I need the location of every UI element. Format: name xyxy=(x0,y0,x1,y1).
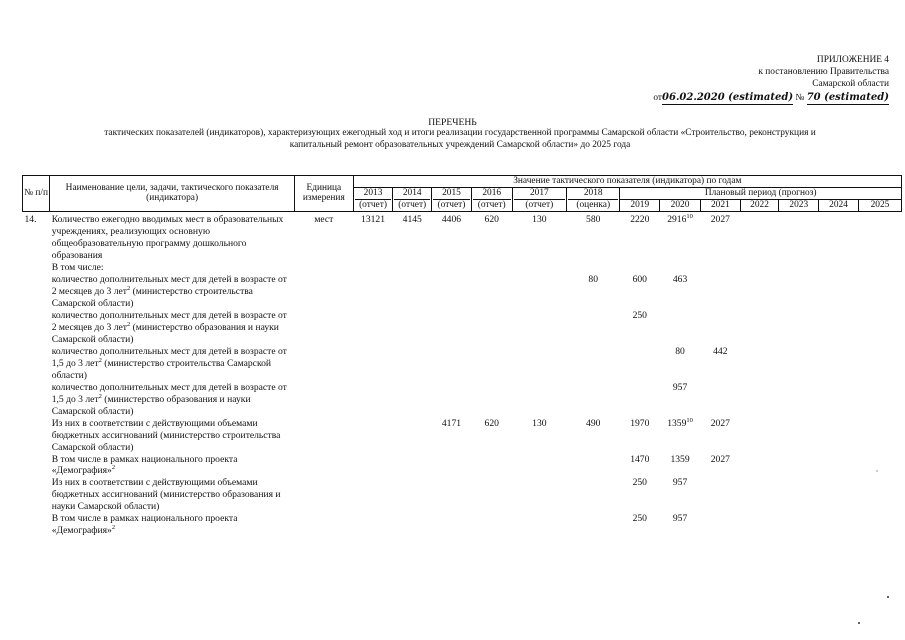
footnote-mark: 10 xyxy=(686,212,693,220)
value-2018 xyxy=(567,310,620,346)
value-2015 xyxy=(432,477,472,513)
header-year: 2025 xyxy=(858,199,901,211)
value-2025 xyxy=(858,513,901,537)
value-2018: 580 xyxy=(586,213,601,225)
scan-speck xyxy=(887,596,889,598)
value-2019: 250 xyxy=(632,309,647,321)
value-2015 xyxy=(432,346,472,382)
indicator-unit xyxy=(295,477,354,513)
value-2023 xyxy=(779,262,819,274)
indicator-unit xyxy=(295,454,354,478)
row-number xyxy=(23,418,50,454)
value-2023 xyxy=(779,310,819,346)
table-row xyxy=(23,382,902,418)
value-2014 xyxy=(393,513,432,537)
indicator-unit: мест xyxy=(314,213,334,225)
value-2021 xyxy=(700,513,740,537)
row-number xyxy=(23,382,50,418)
value-2021: 2027 xyxy=(710,417,730,429)
value-2014: 4145 xyxy=(402,213,422,225)
value-2020: 1359$^{10}$ xyxy=(667,416,693,429)
value-2014 xyxy=(393,454,432,478)
row-number xyxy=(23,262,50,274)
value-2014 xyxy=(393,310,432,346)
value-2025 xyxy=(858,477,901,513)
value-2019: 1970 xyxy=(630,417,650,429)
indicator-name: количество дополнительных мест для детей в возрасте от 2 месяцев до 3 лет$^2$ (министерство образования и науки Самарской области) xyxy=(51,309,287,345)
value-2022 xyxy=(740,310,779,346)
value-2022 xyxy=(740,211,779,261)
value-2017 xyxy=(512,346,566,382)
value-2021 xyxy=(700,274,740,310)
value-2018: 490 xyxy=(586,417,601,429)
value-2016: 620 xyxy=(484,213,499,225)
value-2021 xyxy=(700,310,740,346)
header-year: 2021 xyxy=(700,199,740,211)
value-2013 xyxy=(353,477,393,513)
table-row xyxy=(23,262,902,274)
table-row xyxy=(23,418,902,454)
table-row xyxy=(23,346,902,382)
value-2019 xyxy=(620,262,660,274)
row-number: 14. xyxy=(24,213,37,225)
header-year: 2013 (отчет) xyxy=(353,187,393,211)
value-2019: 250 xyxy=(632,477,647,489)
value-2017 xyxy=(512,262,566,274)
value-2017 xyxy=(512,310,566,346)
footnote-mark: 10 xyxy=(686,416,693,424)
value-2013 xyxy=(353,310,393,346)
value-2018 xyxy=(567,382,620,418)
value-2023 xyxy=(779,382,819,418)
value-2020: 957 xyxy=(672,477,688,489)
value-2019: 250 xyxy=(632,513,647,525)
value-2023 xyxy=(779,454,819,478)
footnote-mark: 2 xyxy=(111,464,116,472)
value-2013 xyxy=(353,513,393,537)
row-number xyxy=(23,513,50,537)
value-2018 xyxy=(567,262,620,274)
value-2021: 2027 xyxy=(710,213,730,225)
header-name: Наименование цели, задачи, тактического показателя (индикатора) xyxy=(50,176,295,212)
header-plan-group: Плановый период (прогноз) xyxy=(620,187,902,199)
value-2022 xyxy=(740,477,779,513)
footnote-mark: 2 xyxy=(126,284,131,292)
row-number xyxy=(23,454,50,478)
value-2020: 2916$^{10}$ xyxy=(667,212,693,225)
header-year: 2016 (отчет) xyxy=(471,187,512,211)
value-2021: 2027 xyxy=(710,453,730,465)
value-2022 xyxy=(740,454,779,478)
value-2013 xyxy=(353,346,393,382)
value-2020 xyxy=(660,310,701,346)
value-2020: 957 xyxy=(672,381,688,393)
value-2013 xyxy=(353,418,393,454)
value-2024 xyxy=(819,310,859,346)
value-2022 xyxy=(740,382,779,418)
value-2022 xyxy=(740,418,779,454)
table-body xyxy=(23,211,902,537)
row-number xyxy=(23,346,50,382)
value-2018 xyxy=(567,346,620,382)
value-2019: 2220 xyxy=(630,213,650,225)
scan-speck xyxy=(876,470,878,472)
subtitle-line1: тактических показателей (индикаторов), характеризующих ежегодный ход и итоги реализации государственной программы Самарской области «Строительство, реконструкция и xyxy=(104,128,816,138)
value-2020: 1359 xyxy=(670,453,690,465)
header-year: 2015 (отчет) xyxy=(432,187,472,211)
value-2018 xyxy=(567,513,620,537)
header-year: 2023 xyxy=(779,199,819,211)
value-2013 xyxy=(353,262,393,274)
value-2015 xyxy=(432,382,472,418)
value-2016 xyxy=(471,274,512,310)
value-2013 xyxy=(353,454,393,478)
indicator-name: В том числе в рамках национального проекта «Демография»$^2$ xyxy=(51,513,238,537)
value-2023 xyxy=(779,211,819,261)
table-row xyxy=(23,477,902,513)
indicator-name: количество дополнительных мест для детей в возрасте от 1,5 до 3 лет$^2$ (министерство строительства Самарской области) xyxy=(51,345,287,381)
value-2015: 4406 xyxy=(441,213,462,225)
table-row xyxy=(23,274,902,310)
value-2016 xyxy=(471,346,512,382)
value-2025 xyxy=(858,262,901,274)
value-2015 xyxy=(432,274,472,310)
value-2016 xyxy=(471,454,512,478)
indicator-name: Количество ежегодно вводимых мест в образовательных учреждениях, реализующих основную общеобразовательную программу дошкольного образования xyxy=(51,213,284,261)
value-2023 xyxy=(779,274,819,310)
appendix-line2: к постановлению Правительства xyxy=(758,67,889,78)
value-2024 xyxy=(819,382,859,418)
value-2017 xyxy=(512,513,566,537)
value-2024 xyxy=(819,418,859,454)
value-2024 xyxy=(819,346,859,382)
value-2025 xyxy=(858,418,901,454)
document-title: ПЕРЕЧЕНЬ xyxy=(428,117,477,128)
value-2024 xyxy=(819,274,859,310)
value-2014 xyxy=(393,382,432,418)
value-2022 xyxy=(740,513,779,537)
value-2025 xyxy=(858,274,901,310)
row-number xyxy=(23,274,50,310)
footnote-mark: 2 xyxy=(126,320,131,328)
appendix-line3: Самарской области xyxy=(812,79,889,90)
value-2014 xyxy=(393,418,432,454)
indicator-name: количество дополнительных мест для детей в возрасте от 1,5 до 3 лет$^2$ (министерство образования и науки Самарской области) xyxy=(51,381,287,417)
number-prefix: № xyxy=(795,92,805,103)
value-2024 xyxy=(819,513,859,537)
table-row xyxy=(23,513,902,537)
handwritten-number: 70 (estimated) xyxy=(806,91,889,103)
value-2022 xyxy=(740,262,779,274)
value-2013 xyxy=(353,274,393,310)
value-2024 xyxy=(819,211,859,261)
value-2020: 463 xyxy=(672,273,688,285)
value-2021 xyxy=(700,477,740,513)
header-year: 2018 (оценка) xyxy=(567,187,620,211)
header-num: № п/п xyxy=(23,176,50,212)
value-2021 xyxy=(700,382,740,418)
value-2021 xyxy=(700,262,740,274)
value-2017 xyxy=(512,382,566,418)
value-2016 xyxy=(471,477,512,513)
indicator-unit xyxy=(295,382,354,418)
value-2014 xyxy=(393,346,432,382)
value-2016 xyxy=(471,262,512,274)
value-2019 xyxy=(620,346,660,382)
value-2015: 4171 xyxy=(441,417,462,429)
footnote-mark: 2 xyxy=(98,356,102,364)
appendix-date-line xyxy=(653,91,889,105)
value-2014 xyxy=(393,274,432,310)
value-2017 xyxy=(512,274,566,310)
header-year: 2014 (отчет) xyxy=(393,187,432,211)
handwritten-date: 06.02.2020 (estimated) xyxy=(662,91,794,103)
value-2023 xyxy=(779,477,819,513)
indicator-unit xyxy=(295,310,354,346)
header-value-group: Значение тактического показателя (индикатора) по годам xyxy=(353,176,901,188)
header-unit: Единица измерения xyxy=(295,176,354,212)
value-2018 xyxy=(567,454,620,478)
value-2019: 1470 xyxy=(630,453,650,465)
value-2025 xyxy=(858,346,901,382)
value-2024 xyxy=(819,262,859,274)
indicator-name: В том числе: xyxy=(51,261,104,273)
value-2025 xyxy=(858,310,901,346)
value-2019 xyxy=(620,382,660,418)
scan-speck xyxy=(858,622,860,624)
value-2017 xyxy=(512,477,566,513)
value-2016 xyxy=(471,310,512,346)
table-row xyxy=(23,454,902,478)
indicator-unit xyxy=(295,274,354,310)
indicator-unit xyxy=(295,513,354,537)
value-2017: 130 xyxy=(532,213,547,225)
indicator-name: Из них в соответствии с действующими объемами бюджетных ассигнований (министерство строительства Самарской области) xyxy=(51,417,281,453)
header-year: 2017 (отчет) xyxy=(512,187,566,211)
date-prefix: от xyxy=(653,92,663,103)
value-2025 xyxy=(858,454,901,478)
indicator-name: Из них в соответствии с действующими объемами бюджетных ассигнований (министерство образования и науки Самарской области) xyxy=(51,477,281,513)
value-2016 xyxy=(471,382,512,418)
value-2020 xyxy=(660,262,701,274)
value-2025 xyxy=(858,211,901,261)
indicator-name: количество дополнительных мест для детей в возрасте от 2 месяцев до 3 лет$^2$ (министерство строительства Самарской области) xyxy=(51,273,287,309)
value-2022 xyxy=(740,346,779,382)
value-2021: 442 xyxy=(713,345,728,357)
table-header xyxy=(23,176,902,212)
value-2023 xyxy=(779,513,819,537)
row-number xyxy=(23,477,50,513)
appendix-block xyxy=(653,54,889,105)
indicator-unit xyxy=(295,262,354,274)
subtitle-line2: капитальный ремонт образовательных учреждений Самарской области» до 2025 года xyxy=(289,140,631,151)
value-2019: 600 xyxy=(632,273,647,285)
value-2015 xyxy=(432,454,472,478)
value-2017 xyxy=(512,454,566,478)
footnote-mark: 2 xyxy=(111,524,116,532)
indicator-unit xyxy=(295,346,354,382)
header-year: 2019 xyxy=(620,199,660,211)
indicator-unit xyxy=(295,418,354,454)
table-row xyxy=(23,310,902,346)
value-2018 xyxy=(567,477,620,513)
value-2014 xyxy=(393,477,432,513)
value-2025 xyxy=(858,382,901,418)
value-2016 xyxy=(471,513,512,537)
value-2023 xyxy=(779,346,819,382)
footnote-mark: 2 xyxy=(98,392,102,400)
value-2015 xyxy=(432,513,472,537)
value-2018: 80 xyxy=(588,273,599,285)
indicators-table xyxy=(22,175,902,537)
header-year: 2022 xyxy=(740,199,779,211)
value-2023 xyxy=(779,418,819,454)
value-2013: 13121 xyxy=(361,213,385,225)
value-2016: 620 xyxy=(484,417,499,429)
header-year: 2024 xyxy=(819,199,859,211)
value-2020: 80 xyxy=(675,345,685,357)
row-number xyxy=(23,310,50,346)
value-2015 xyxy=(432,262,472,274)
indicator-name: В том числе в рамках национального проекта «Демография»$^2$ xyxy=(51,453,238,477)
document-subtitle xyxy=(40,127,880,151)
value-2017: 130 xyxy=(532,417,547,429)
value-2013 xyxy=(353,382,393,418)
value-2014 xyxy=(393,262,432,274)
value-2024 xyxy=(819,454,859,478)
header-year: 2020 xyxy=(660,199,701,211)
value-2024 xyxy=(819,477,859,513)
table-row xyxy=(23,211,902,261)
appendix-line1: ПРИЛОЖЕНИЕ 4 xyxy=(816,55,889,65)
value-2020: 957 xyxy=(672,513,688,525)
value-2022 xyxy=(740,274,779,310)
value-2015 xyxy=(432,310,472,346)
